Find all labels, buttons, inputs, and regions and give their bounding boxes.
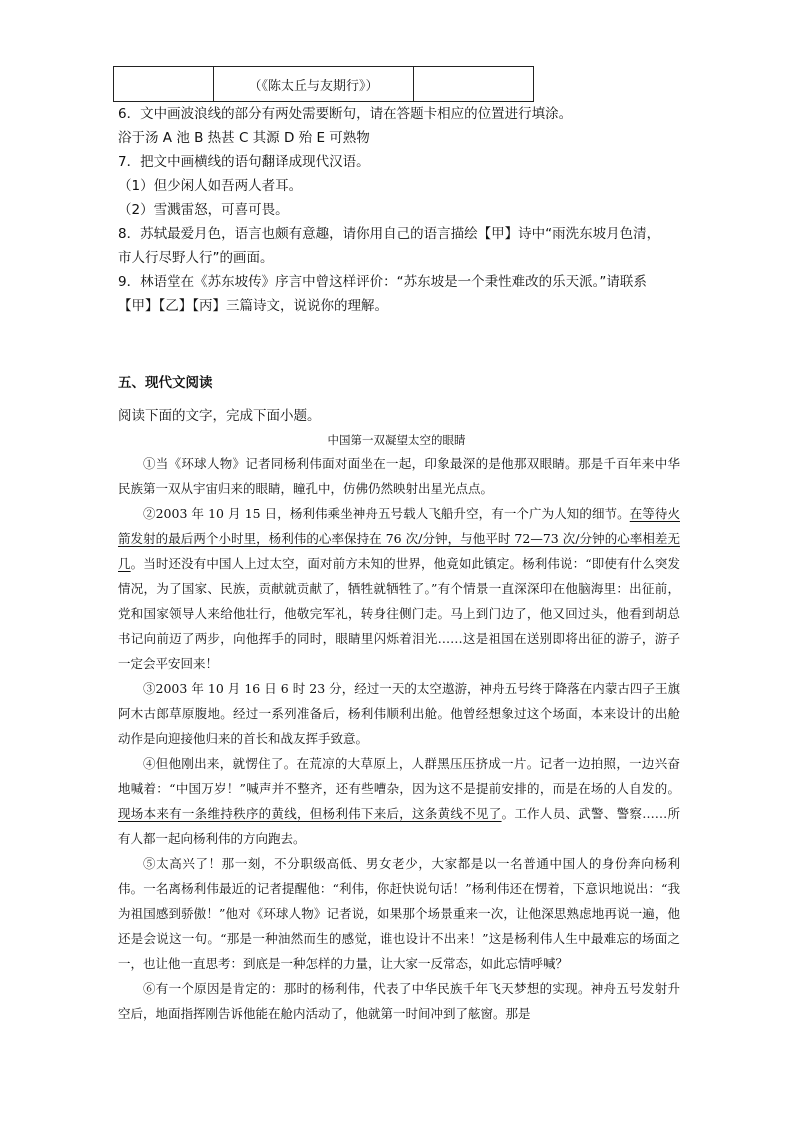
question-6-sentence: 浴于汤 A 池 B 热甚 C 其源 D 殆 E 可熟物 <box>118 130 370 146</box>
paragraph-4 <box>118 751 680 851</box>
question-7-item-1: （1）但少闲人如吾两人者耳。 <box>118 178 303 194</box>
underlined-sentence-1: 在等待火箭发射的最后两个小时里，杨利伟的心率保持在 76 次/分钟，与他平时 72—73 次/分钟的心率相差无几 <box>118 506 680 571</box>
paragraph-6: ⑥有一个原因是肯定的：那时的杨利伟，代表了中华民族千年飞天梦想的实现。神舟五号发射升空后，地面指挥刚告诉他能在舱内活动了，他就第一时间冲到了舷窗。那是 <box>118 981 680 1021</box>
article-body <box>118 451 680 1026</box>
paragraph-2-rest: 。当时还没有中国人上过太空，面对前方未知的世界，他竟如此镇定。杨利伟说：“即使有什么突发情况，为了国家、民族，贡献就贡献了，牺牲就牺牲了。”有个情景一直深深印在他脑海里：出征前，党和国家领导人来给他壮行，他敬完军礼，转身往侧门走。马上到门边了，他又回过头，他看到胡总书记向前迈了两步，向他挥手的同时，眼睛里闪烁着泪光……这是祖国在送别即将出征的游子，游子一定会平安回来！ <box>118 556 680 671</box>
question-9: 9．林语堂在《苏东坡传》序言中曾这样评价：“苏东坡是一个秉性难改的乐天派。”请联系 <box>118 274 647 290</box>
question-7: 7．把文中画横线的语句翻译成现代汉语。 <box>118 154 370 170</box>
question-9-cont: 【甲】【乙】【丙】三篇诗文，说说你的理解。 <box>118 298 388 314</box>
article-title: 中国第一双凝望太空的眼睛 <box>327 433 466 447</box>
paragraph-3: ③2003 年 10 月 16 日 6 时 23 分，经过一天的太空遨游，神舟五号终于降落在内蒙古四子王旗阿木古郎草原腹地。经过一系列准备后，杨利伟顺利出舱。他曾经想象过这个场面，本来设计的出舱动作是向迎接他归来的首长和战友挥手致意。 <box>118 681 680 746</box>
comparison-table <box>113 66 534 102</box>
question-8: 8．苏轼最爱月色，语言也颇有意趣，请你用自己的语言描绘【甲】诗中“雨洗东坡月色清， <box>118 226 661 242</box>
table-cell-title: （《陈太丘与友期行》） <box>214 67 414 102</box>
underlined-sentence-2: 现场本来有一条维持秩序的黄线，但杨利伟下来后，这条黄线不见了 <box>118 806 502 821</box>
paragraph-2-lead: ②2003 年 10 月 15 日，杨利伟乘坐神舟五号载人飞船升空，有一个广为人知的细节。 <box>143 506 630 521</box>
paragraph-1: ①当《环球人物》记者同杨利伟面对面坐在一起，印象最深的是他那双眼睛。那是千百年来中华民族第一双从宇宙归来的眼睛，瞳孔中，仿佛仍然映射出星光点点。 <box>118 456 680 496</box>
table-cell-empty-left <box>114 67 214 102</box>
table-cell-empty-right <box>414 67 534 102</box>
paragraph-2 <box>118 501 680 676</box>
section-heading: 五、现代文阅读 <box>118 375 213 391</box>
paragraph-4-lead: ④但他刚出来，就愣住了。在荒凉的大草原上，人群黑压压挤成一片。记者一边拍照，一边兴奋地喊着：“中国万岁！”喊声并不整齐，还有些嘈杂，因为这不是提前安排的，而是在场的人自发的。 <box>118 756 680 796</box>
paragraph-4-rest: 。工作人员、武警、警察……所有人都一起向杨利伟的方向跑去。 <box>118 806 680 846</box>
question-7-item-2: （2）雪溅雷怒，可喜可畏。 <box>118 202 289 218</box>
question-6: 6．文中画波浪线的部分有两处需要断句，请在答题卡相应的位置进行填涂。 <box>118 106 573 122</box>
reading-instruction: 阅读下面的文字，完成下面小题。 <box>118 408 321 424</box>
paragraph-5: ⑤太高兴了！那一刻，不分职级高低、男女老少，大家都是以一名普通中国人的身份奔向杨利伟。一名离杨利伟最近的记者提醒他：“利伟，你赶快说句话！”杨利伟还在愣着，下意识地说出：“我为祖国感到骄傲！”他对《环球人物》记者说，如果那个场景重来一次，让他深思熟虑地再说一遍，他还是会说这一句。“那是一种油然而生的感觉，谁也设计不出来！”这是杨利伟人生中最难忘的场面之一，也让他一直思考：到底是一种怎样的力量，让大家一反常态，如此忘情呼喊？ <box>118 856 680 971</box>
question-8-cont: 市人行尽野人行”的画面。 <box>118 250 274 266</box>
